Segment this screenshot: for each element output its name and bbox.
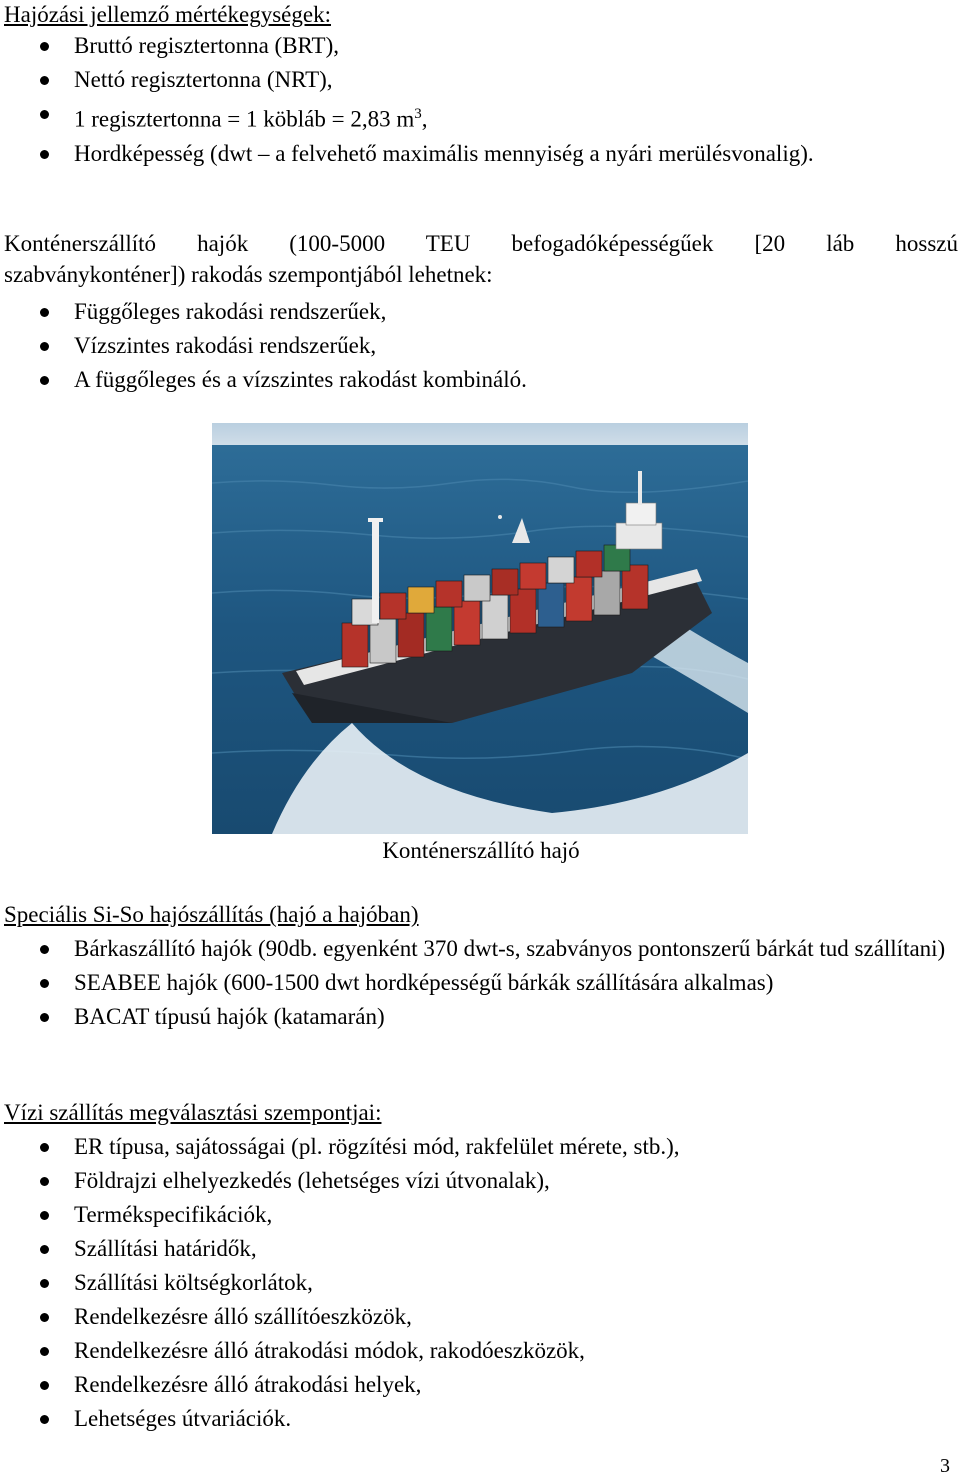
units-list <box>4 29 958 171</box>
superscript: 3 <box>414 106 422 122</box>
list-item: Nettó regisztertonna (NRT), <box>4 63 958 97</box>
si-so-list <box>4 932 958 1034</box>
list-item: A függőleges és a vízszintes rakodást kombináló. <box>4 363 958 397</box>
list-item: Bruttó regisztertonna (BRT), <box>4 29 958 63</box>
list-item: Hordképesség (dwt – a felvehető maximális mennyiség a nyári merülésvonalig). <box>4 137 958 171</box>
list-item: Szállítási határidők, <box>4 1232 958 1266</box>
list-item: Függőleges rakodási rendszerűek, <box>4 295 958 329</box>
section-heading-units: Hajózási jellemző mértékegységek: <box>4 2 331 27</box>
loading-systems-list <box>4 295 958 397</box>
list-item: Rendelkezésre álló átrakodási helyek, <box>4 1368 958 1402</box>
list-item: ER típusa, sajátosságai (pl. rögzítési mód, rakfelület mérete, stb.), <box>4 1130 958 1164</box>
figure-caption: Konténerszállító hajó <box>382 838 580 863</box>
list-item: Rendelkezésre álló átrakodási módok, rakodóeszközök, <box>4 1334 958 1368</box>
list-item: Szállítási költségkorlátok, <box>4 1266 958 1300</box>
list-item: Rendelkezésre álló szállítóeszközök, <box>4 1300 958 1334</box>
list-item: Lehetséges útvariációk. <box>4 1402 958 1436</box>
list-item: Termékspecifikációk, <box>4 1198 958 1232</box>
list-item: BACAT típusú hajók (katamarán) <box>4 1000 958 1034</box>
container-ships-intro: Konténerszállító hajók (100-5000 TEU befogadóképességűek [20 láb hosszú szabványkonténer]) rakodás szempontjából lehetnek: <box>4 231 958 287</box>
list-item: 1 regisztertonna = 1 köbláb = 2,83 $m^3$, <box>4 97 958 137</box>
section-heading-criteria: Vízi szállítás megválasztási szempontjai: <box>4 1100 382 1125</box>
list-item: Földrajzi elhelyezkedés (lehetséges vízi útvonalak), <box>4 1164 958 1198</box>
criteria-list <box>4 1130 958 1436</box>
list-item: Bárkaszállító hajók (90db. egyenként 370 dwt-s, szabványos pontonszerű bárkát tud szállítani) <box>4 932 958 966</box>
list-item: SEABEE hajók (600-1500 dwt hordképességű bárkák szállítására alkalmas) <box>4 966 958 1000</box>
section-heading-si-so: Speciális Si-So hajószállítás (hajó a hajóban) <box>4 902 419 927</box>
list-item: Vízszintes rakodási rendszerűek, <box>4 329 958 363</box>
page-number: 3 <box>940 1455 950 1477</box>
container-ship-photo <box>212 423 748 834</box>
